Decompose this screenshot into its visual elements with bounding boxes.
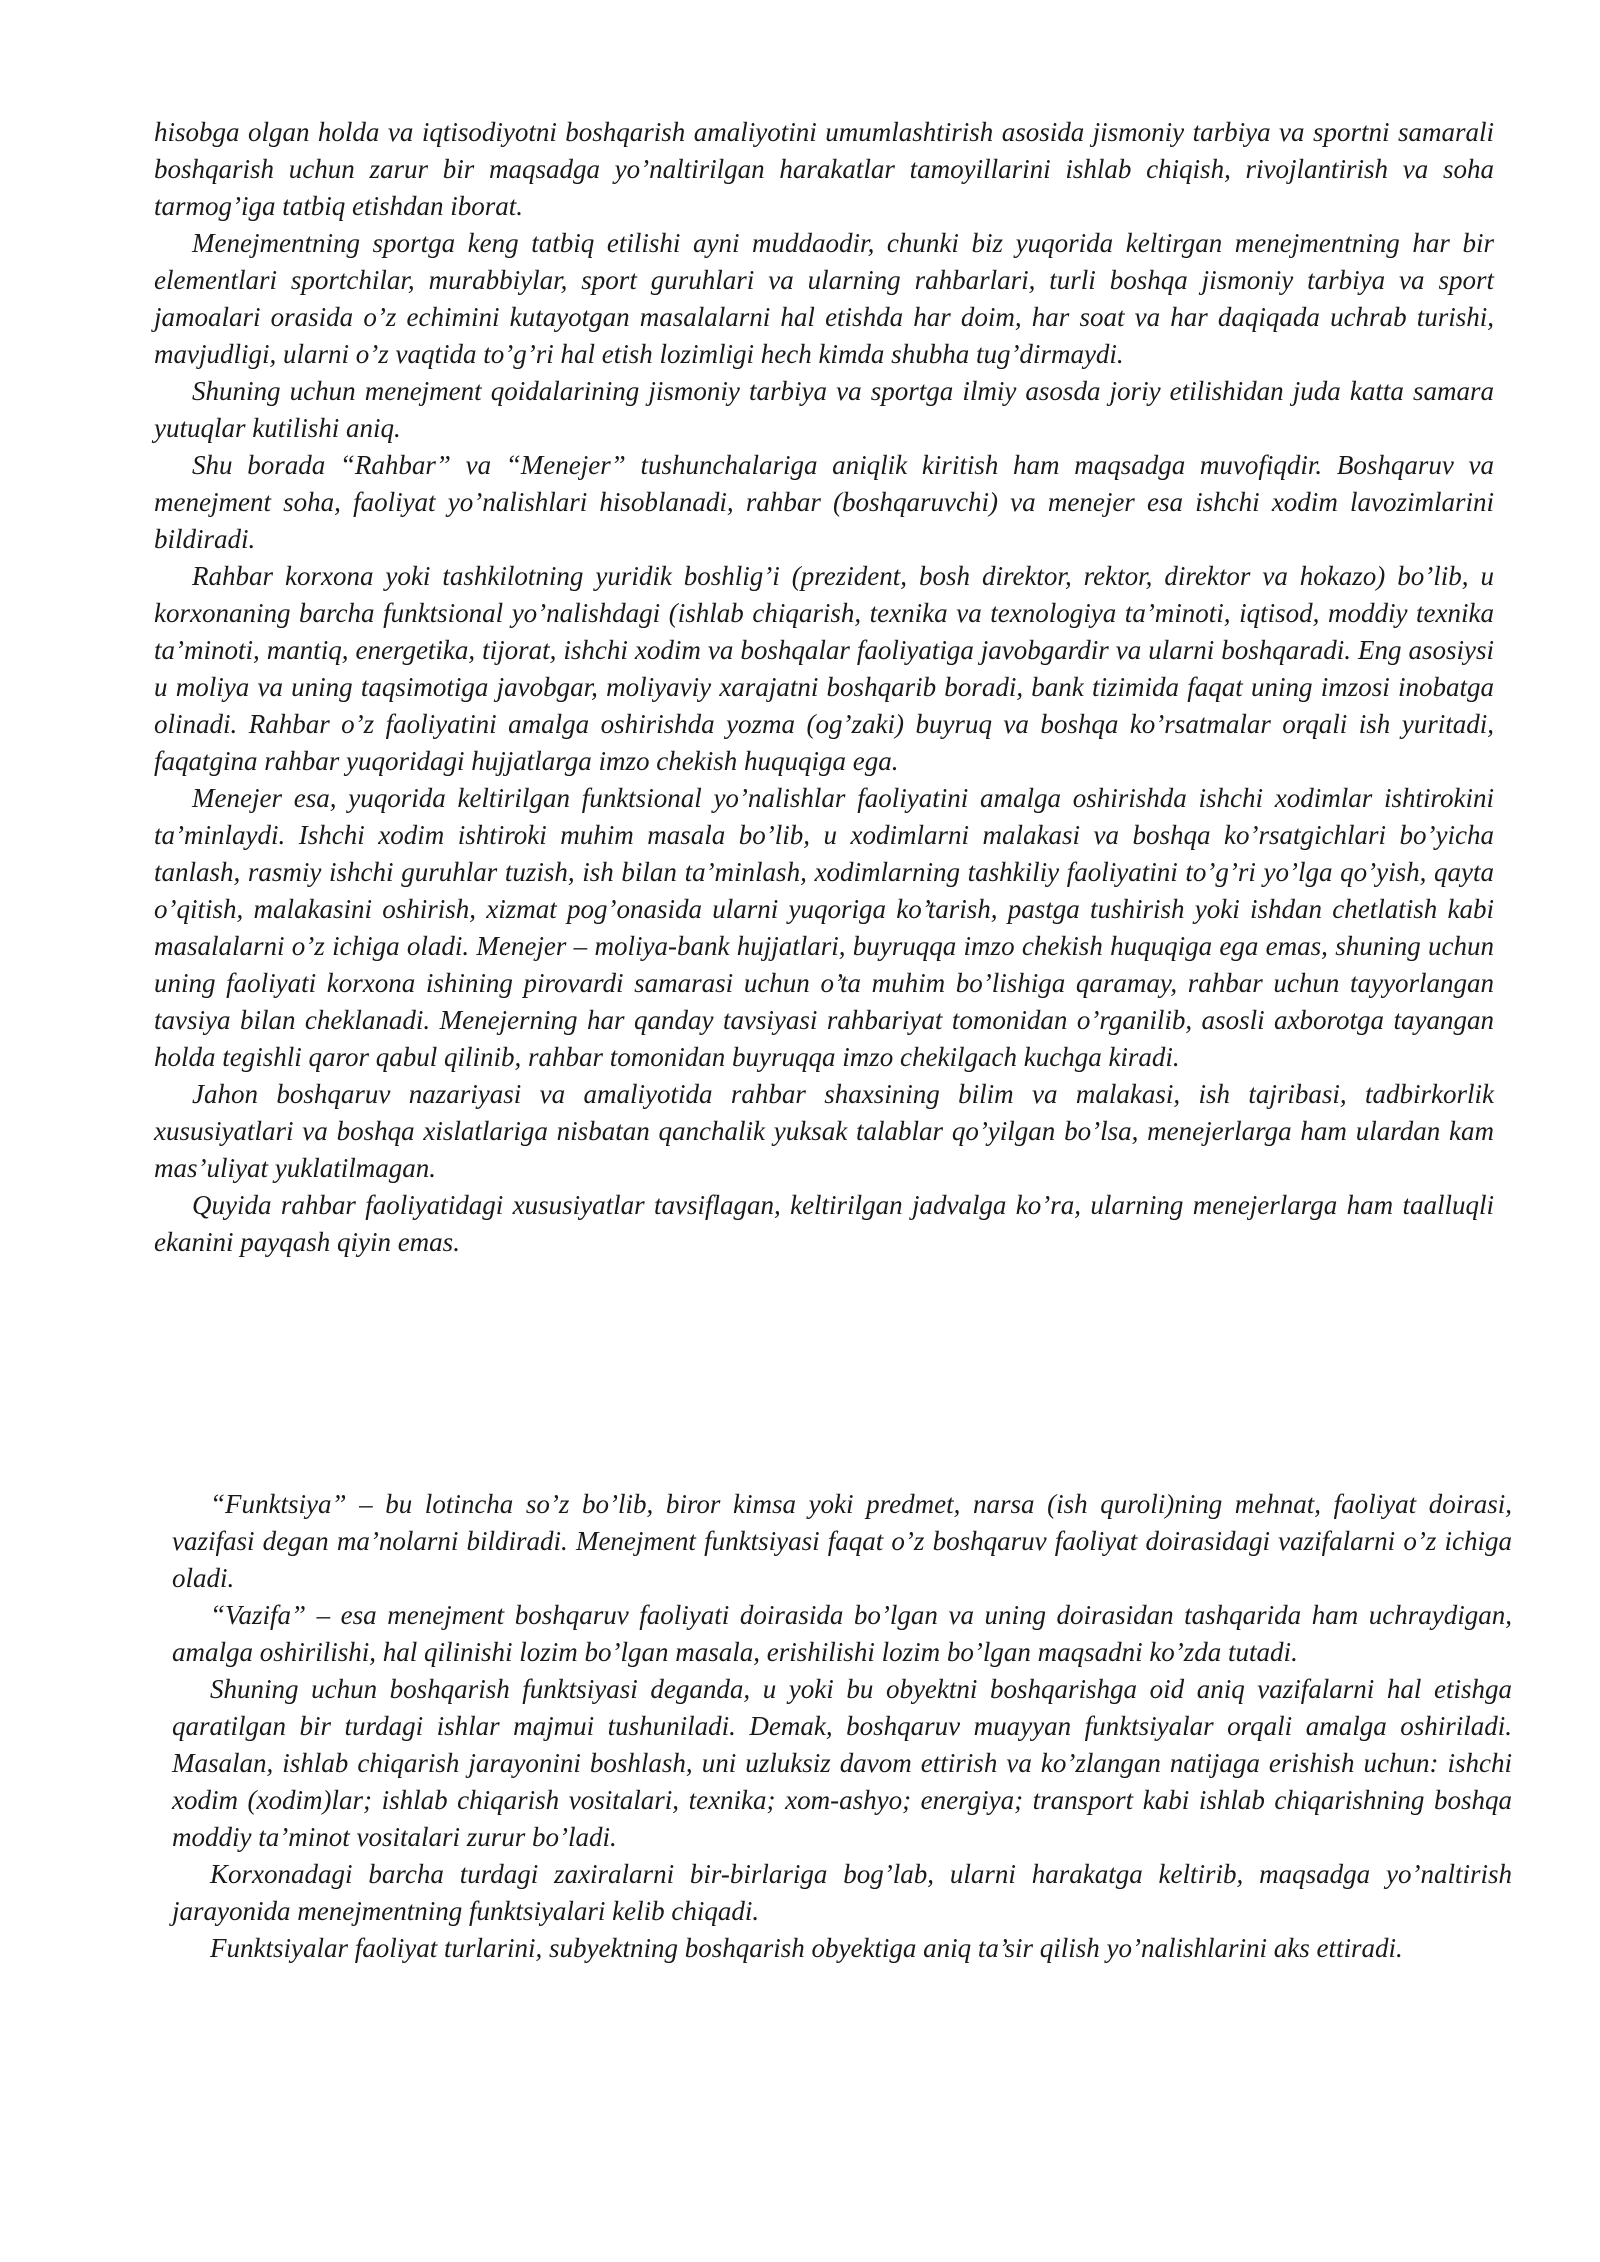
- paragraph-management-function-meaning: Shuning uchun boshqarish funktsiyasi deganda, u yoki bu obyektni boshqarishga oid aniq vazifalarni hal etishga qaratilgan bir turdagi ishlar majmui tushuniladi. Demak, boshqaruv muayyan funktsiyalar orqali amalga oshiriladi. Masalan, ishlab chiqarish jarayonini boshlash, uni uzluksiz davom ettirish va ko’zlangan natijaga erishish uchun: ishchi xodim (xodim)lar; ishlab chiqarish vositalari, texnika; xom-ashyo; energiya; transport kabi ishlab chiqarishning boshqa moddiy ta’minot vositalari zurur bo’ladi.: [172, 1674, 1512, 1852]
- paragraph-manager-role: Menejer esa, yuqorida keltirilgan funktsional yo’nalishlar faoliyatini amalga oshirishda ishchi xodimlar ishtirokini ta’minlaydi. Ishchi xodim ishtiroki muhim masala bo’lib, u xodimlarni malakasi va boshqa ko’rsatgichlari bo’yicha tanlash, rasmiy ishchi guruhlar tuzish, ish bilan ta’minlash, xodimlarning tashkiliy faoliyatini to’g’ri yo’lga qo’yish, qayta o’qitish, malakasini oshirish, xizmat pog’onasida ularni yuqoriga ko’tarish, pastga tushirish yoki ishdan chetlatish kabi masalalarni o’z ichiga oladi. Menejer – moliya-bank hujjatlari, buyruqqa imzo chekish huquqiga ega emas, shuning uchun uning faoliyati korxona ishining pirovardi samarasi uchun o’ta muhim bo’lishiga qaramay, rahbar uchun tayyorlangan tavsiya bilan cheklanadi. Menejerning har qanday tavsiyasi rahbariyat tomonidan o’rganilib, asosli axborotga tayangan holda tegishli qaror qabul qilinib, rahbar tomonidan buyruqqa imzo chekilgach kuchga kiradi.: [154, 783, 1494, 1072]
- paragraph-functions-reflect: Funktsiyalar faoliyat turlarini, subyektning boshqarish obyektiga aniq ta’sir qilish yo’nalishlarini aks ettiradi.: [210, 1933, 1403, 1963]
- paragraph-task-definition: “Vazifa” – esa menejment boshqaruv faoliyati doirasida bo’lgan va uning doirasidan tashqarida ham uchraydigan, amalga oshirilishi, hal qilinishi lozim bo’lgan masala, erishilishi lozim bo’lgan maqsadni ko’zda tutadi.: [172, 1600, 1512, 1667]
- paragraph-world-practice: Jahon boshqaruv nazariyasi va amaliyotida rahbar shaxsining bilim va malakasi, ish tajribasi, tadbirkorlik xususiyatlari va boshqa xislatlariga nisbatan qanchalik yuksak talablar qo’yilgan bo’lsa, menejerlarga ham ulardan kam mas’uliyat yuklatilmagan.: [154, 1079, 1494, 1183]
- paragraph-continuation: hisobga olgan holda va iqtisodiyotni boshqarish amaliyotini umumlashtirish asosida jismoniy tarbiya va sportni samarali boshqarish uchun zarur bir maqsadga yo’naltirilgan harakatlar tamoyillarini ishlab chiqish, rivojlantirish va soha tarmog’iga tatbiq etishdan iborat.: [154, 117, 1494, 221]
- paragraph-resources-linking: Korxonadagi barcha turdagi zaxiralarni bir-birlariga bog’lab, ularni harakatga keltirib, maqsadga yo’naltirish jarayonida menejmentning funktsiyalari kelib chiqadi.: [172, 1859, 1512, 1926]
- paragraph-function-definition: “Funktsiya” – bu lotincha so’z bo’lib, biror kimsa yoki predmet, narsa (ish quroli)ning mehnat, faoliyat doirasi, vazifasi degan ma’nolarni bildiradi. Menejment funktsiyasi faqat o’z boshqaruv faoliyat doirasidagi vazifalarni o’z ichiga oladi.: [172, 1489, 1512, 1593]
- text-section-management-functions: [172, 1486, 1512, 1967]
- paragraph-table-intro: Quyida rahbar faoliyatidagi xususiyatlar tavsiflagan, keltirilgan jadvalga ko’ra, ularning menejerlarga ham taalluqli ekanini payqash qiyin emas.: [154, 1190, 1494, 1257]
- paragraph-leader-role: Rahbar korxona yoki tashkilotning yuridik boshlig’i (prezident, bosh direktor, rektor, direktor va hokazo) bo’lib, u korxonaning barcha funktsional yo’nalishdagi (ishlab chiqarish, texnika va texnologiya ta’minoti, iqtisod, moddiy texnika ta’minoti, mantiq, energetika, tijorat, ishchi xodim va boshqalar faoliyatiga javobgardir va ularni boshqaradi. Eng asosiysi u moliya va uning taqsimotiga javobgar, moliyaviy xarajatni boshqarib boradi, bank tizimida faqat uning imzosi inobatga olinadi. Rahbar o’z faoliyatini amalga oshirishda yozma (og’zaki) buyruq va boshqa ko’rsatmalar orqali ish yuritadi, faqatgina rahbar yuqoridagi hujjatlarga imzo chekish huquqiga ega.: [154, 561, 1494, 776]
- paragraph-leader-manager-concepts: Shu borada “Rahbar” va “Menejer” tushunchalariga aniqlik kiritish ham maqsadga muvofiqdir. Boshqaruv va menejment soha, faoliyat yo’nalishlari hisoblanadi, rahbar (boshqaruvchi) va menejer esa ishchi xodim lavozimlarini bildiradi.: [154, 450, 1494, 554]
- paragraph-management-rules: Shuning uchun menejment qoidalarining jismoniy tarbiya va sportga ilmiy asosda joriy etilishidan juda katta samara yutuqlar kutilishi aniq.: [154, 376, 1494, 443]
- text-section-management-in-sport: [154, 114, 1494, 1261]
- paragraph-management-in-sport: Menejmentning sportga keng tatbiq etilishi ayni muddaodir, chunki biz yuqorida keltirgan menejmentning har bir elementlari sportchilar, murabbiylar, sport guruhlari va ularning rahbarlari, turli boshqa jismoniy tarbiya va sport jamoalari orasida o’z echimini kutayotgan masalalarni hal etishda har doim, har soat va har daqiqada uchrab turishi, mavjudligi, ularni o’z vaqtida to’g’ri hal etish lozimligi hech kimda shubha tug’dirmaydi.: [154, 228, 1494, 369]
